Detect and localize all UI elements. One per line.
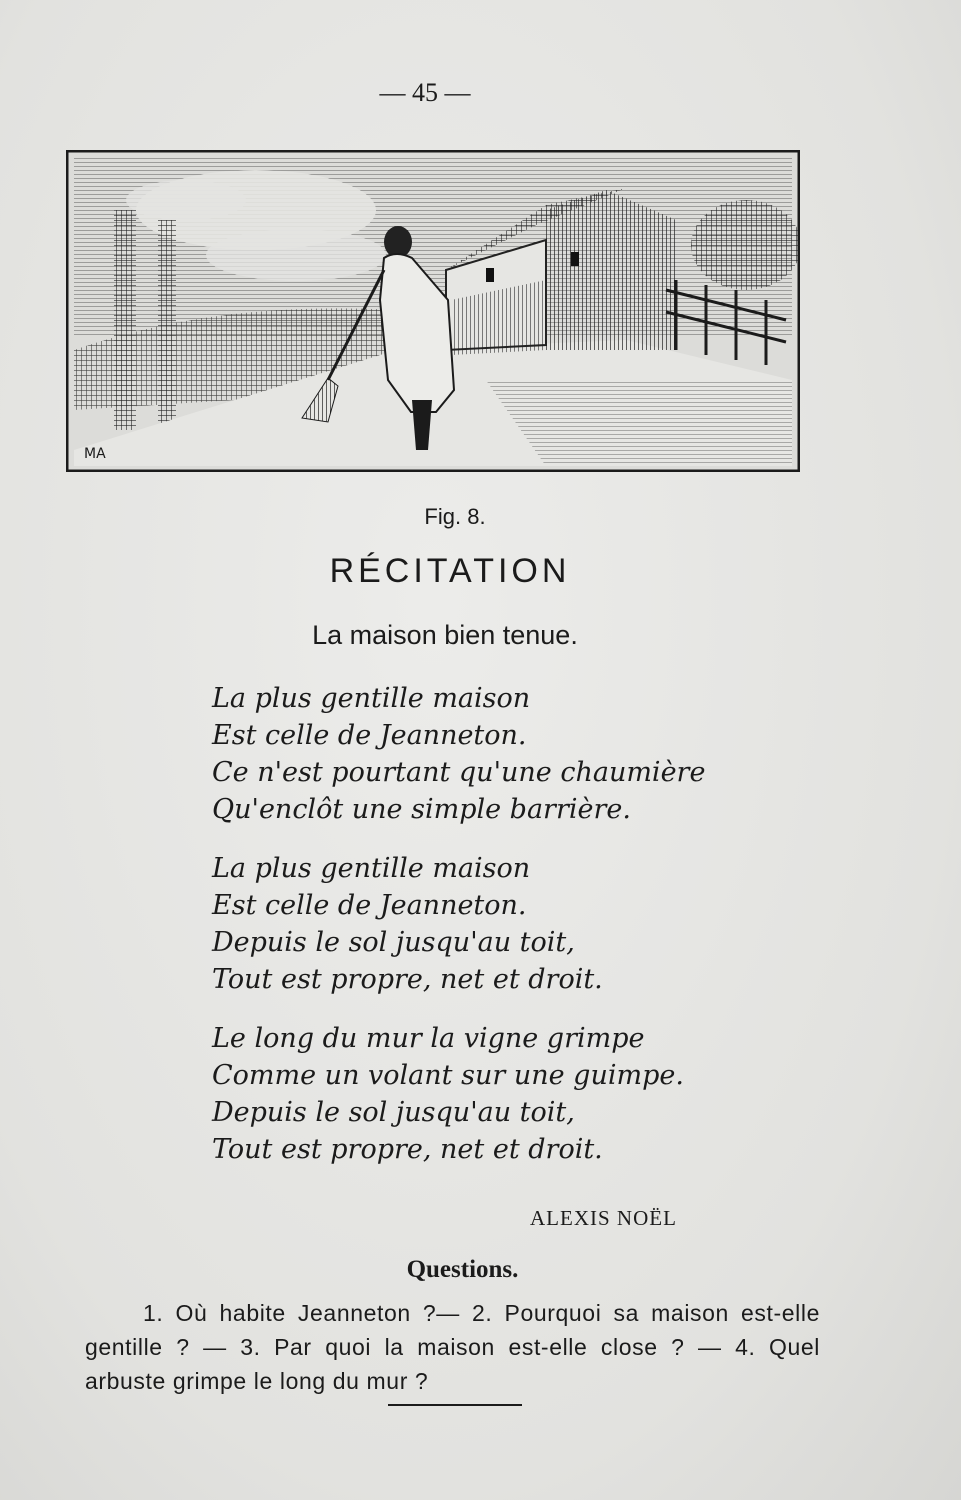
verse-line: La plus gentille maison: [212, 853, 531, 884]
stanza: [212, 1020, 772, 1168]
poem: [212, 680, 772, 1190]
verse-line: Est celle de Jeanneton.: [212, 890, 527, 921]
end-divider: [388, 1404, 522, 1406]
verse-line: Comme un volant sur une guimpe.: [212, 1060, 684, 1091]
section-title: RÉCITATION: [329, 552, 571, 590]
verse-line: Ce n'est pourtant qu'une chaumière: [212, 757, 706, 788]
verse-line: La plus gentille maison: [212, 683, 531, 714]
questions-heading: Questions.: [406, 1256, 519, 1283]
artist-mark: MA: [84, 446, 106, 462]
page-number: — 45 —: [379, 78, 471, 107]
stanza: [212, 680, 772, 828]
verse-line: Depuis le sol jusqu'au toit,: [212, 927, 575, 958]
verse-line: Est celle de Jeanneton.: [212, 720, 527, 751]
illustration-woman-sweeping: [66, 150, 800, 472]
verse-line: Qu'enclôt une simple barrière.: [212, 794, 631, 825]
verse-line: Tout est propre, net et droit.: [212, 1134, 603, 1165]
figure-caption: Fig. 8.: [424, 504, 486, 529]
stanza: [212, 850, 772, 998]
verse-line: Le long du mur la vigne grimpe: [212, 1023, 645, 1054]
verse-line: Tout est propre, net et droit.: [212, 964, 603, 995]
illustration-drawing: [66, 150, 800, 472]
poem-title: La maison bien tenue.: [312, 620, 578, 650]
verse-line: Depuis le sol jusqu'au toit,: [212, 1097, 575, 1128]
poem-author: ALEXIS NOËL: [530, 1206, 677, 1230]
questions-text: 1. Où habite Jeanneton ?— 2. Pourquoi sa maison est-elle gentille ? — 3. Par quoi la maison est-elle close ? — 4. Quel arbuste grimpe le long du mur ?: [85, 1300, 820, 1394]
